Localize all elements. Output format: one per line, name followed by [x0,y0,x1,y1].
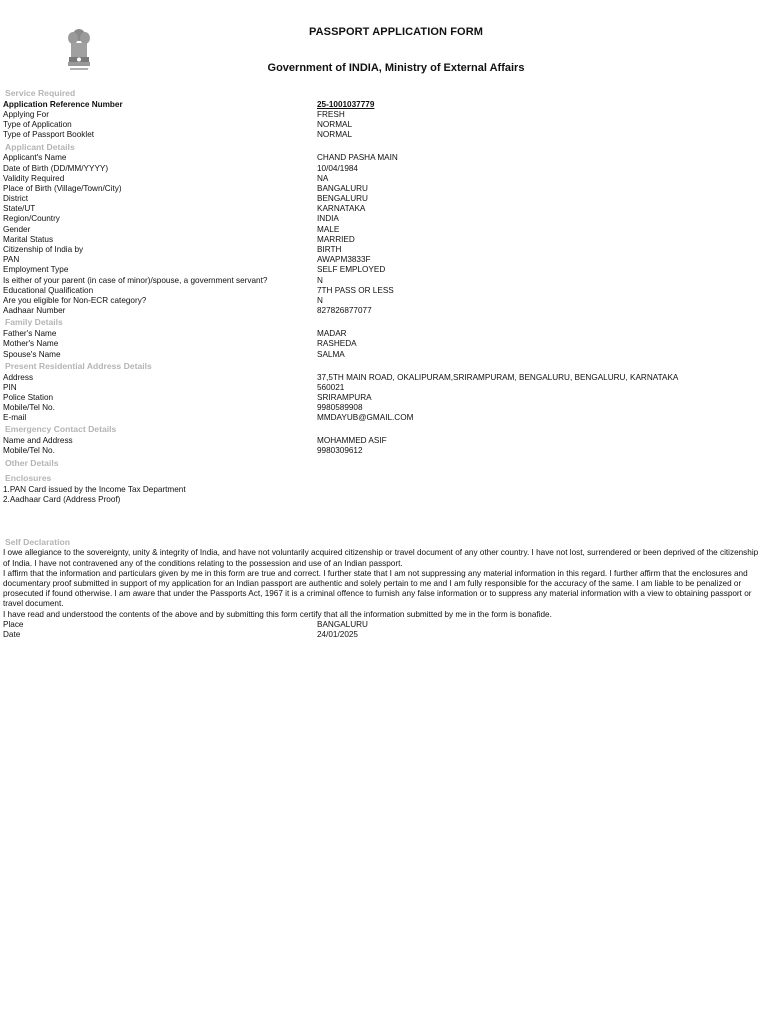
field-label: Police Station [3,392,54,402]
field-value: BANGALURU [317,619,368,629]
field-row [3,276,763,286]
field-row [3,296,763,306]
field-value: BENGALURU [317,194,368,204]
field-row [3,339,763,349]
field-label: Address [3,372,34,382]
field-label: Aadhaar Number [3,306,66,316]
enclosure-item: 2.Aadhaar Card (Address Proof) [3,495,121,505]
field-label: Spouse's Name [3,349,61,359]
section-heading-applicant: Applicant Details [5,141,75,152]
field-label: Place of Birth (Village/Town/City) [3,183,122,193]
field-row [3,100,763,110]
field-row [3,245,763,255]
field-row [3,164,763,174]
field-row [3,403,763,413]
field-label: Is either of your parent (in case of minor)/spouse, a government servant? [3,275,268,285]
field-value: MARRIED [317,234,355,244]
field-row [3,110,763,120]
enclosure-item: 1.PAN Card issued by the Income Tax Department [3,485,186,495]
section-heading-emergency: Emergency Contact Details [5,424,117,435]
section-heading-enclosures: Enclosures [5,473,52,484]
form-content [3,87,763,640]
field-row [3,255,763,265]
field-value: 37,5TH MAIN ROAD, OKALIPURAM,SRIRAMPURAM, BENGALURU, BENGALURU, KARNATAKA [317,372,679,382]
field-row [3,184,763,194]
field-label: Citizenship of India by [3,245,84,255]
declaration-paragraph: I affirm that the information and particulars given by me in this form are true and correct. I further state that I am not suppressing any material information in this regard. I further affirm that the enclosures and documentary proof submitted in support of my application for an Indian passport are authentic and solely pertain to me and I am fully responsible for the accuracy of the same. I am liable to be penalized or prosecuted if found otherwise. I am aware that under the Passports Act, 1967 it is a criminal offence to furnish any false information or to suppress any material information with a view to obtaining passport or travel document. [3,568,752,609]
field-value: 24/01/2025 [317,629,358,639]
field-row [3,174,763,184]
field-label: PIN [3,382,17,392]
field-row [3,620,763,630]
field-row [3,204,763,214]
field-label: Type of Passport Booklet [3,130,95,140]
form-title: PASSPORT APPLICATION FORM [308,26,484,38]
field-row [3,436,763,446]
field-value: NA [317,173,329,183]
list-item [3,485,763,495]
field-value: FRESH [317,109,345,119]
field-row [3,383,763,393]
field-label: Mobile/Tel No. [3,446,55,456]
field-row [3,630,763,640]
field-label: Date [3,629,21,639]
field-label: PAN [3,255,20,265]
field-label: Marital Status [3,234,54,244]
field-value: MOHAMMED ASIF [317,436,387,446]
field-row [3,446,763,456]
field-value: KARNATAKA [317,204,366,214]
field-label: Applying For [3,109,49,119]
field-row [3,130,763,140]
field-row [3,225,763,235]
field-row [3,413,763,423]
field-value: RASHEDA [317,339,357,349]
field-label: E-mail [3,413,27,423]
field-label: Educational Qualification [3,285,94,295]
field-label: Type of Application [3,120,72,130]
field-row [3,153,763,163]
field-row [3,306,763,316]
declaration-paragraph: I have read and understood the contents of the above and by submitting this form certify that all the information submitted by me in the form is bonafide. [3,609,552,619]
field-value: SRIRAMPURA [317,392,372,402]
field-value: BANGALURU [317,183,368,193]
field-value: 25-1001037779 [317,99,375,109]
field-value: NORMAL [317,130,353,140]
field-label: Applicant's Name [3,153,67,163]
section-heading-family: Family Details [5,317,63,328]
field-row [3,329,763,339]
field-label: Mother's Name [3,339,59,349]
field-row [3,286,763,296]
field-value: 560021 [317,382,345,392]
field-row [3,393,763,403]
list-item [3,495,763,505]
field-label: Application Reference Number [3,99,123,109]
field-value: N [317,275,323,285]
declaration-paragraph: I owe allegiance to the sovereignty, unity & integrity of India, and have not voluntarily acquired citizenship or travel document of any other country. I have not lost, surrendered or been deprived of the citizenship of India. I have not contravened any of the conditions relating to the possession and use of an Indian passport. [3,548,759,568]
field-row [3,373,763,383]
field-value: 9980309612 [317,446,363,456]
section-heading-other: Other Details [5,457,59,468]
field-value: BIRTH [317,245,342,255]
field-value: MALE [317,224,340,234]
field-label: Validity Required [3,173,65,183]
field-label: Name and Address [3,436,73,446]
field-row [3,265,763,275]
field-value: INDIA [317,214,339,224]
field-value: MADAR [317,329,347,339]
field-row [3,350,763,360]
section-heading-declaration: Self Declaration [5,536,70,547]
field-value: 9980589908 [317,403,363,413]
field-value: 10/04/1984 [317,163,358,173]
field-label: Place [3,619,24,629]
field-row [3,235,763,245]
field-label: Date of Birth (DD/MM/YYYY) [3,163,109,173]
field-value: AWAPM3833F [317,255,371,265]
field-row [3,214,763,224]
section-heading-address: Present Residential Address Details [5,360,152,371]
form-subtitle: Government of INDIA, Ministry of External Affairs [267,62,525,74]
field-row [3,120,763,130]
field-row [3,194,763,204]
field-label: Father's Name [3,329,57,339]
field-value: MMDAYUB@GMAIL.COM [317,413,414,423]
field-label: Are you eligible for Non-ECR category? [3,295,147,305]
field-label: Employment Type [3,265,69,275]
field-label: Region/Country [3,214,60,224]
section-heading-service: Service Required [5,88,76,98]
field-value: N [317,295,323,305]
field-value: CHAND PASHA MAIN [317,153,398,163]
field-label: Mobile/Tel No. [3,403,55,413]
field-value: 827826877077 [317,306,372,316]
field-value: 7TH PASS OR LESS [317,285,394,295]
field-value: SALMA [317,349,345,359]
field-label: State/UT [3,204,36,214]
field-label: District [3,194,29,204]
field-label: Gender [3,224,31,234]
field-value: SELF EMPLOYED [317,265,386,275]
field-value: NORMAL [317,120,353,130]
